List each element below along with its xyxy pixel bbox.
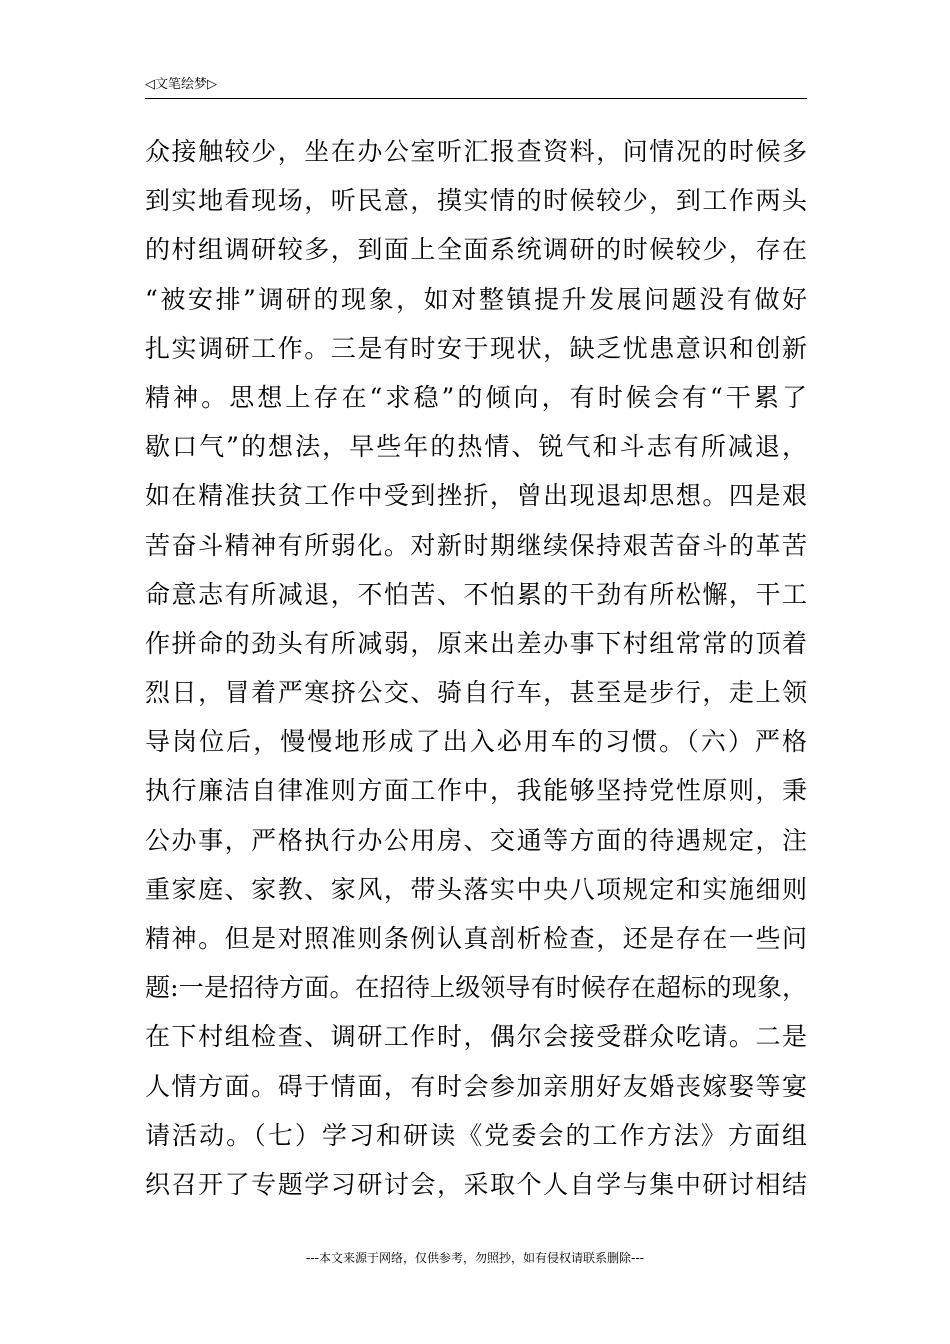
body-line: 扎实调研工作。三是有时安于现状，缺乏忧患意识和创新	[145, 333, 807, 363]
body-line: 人情方面。碍于情面，有时会参加亲朋好友婚丧嫁娶等宴	[145, 1071, 807, 1101]
body-line: 导岗位后，慢慢地形成了出入必用车的习惯。（六）严格	[145, 727, 807, 757]
page-header	[145, 76, 807, 99]
body-line: 织召开了专题学习研讨会，采取个人自学与集中研讨相结	[145, 1169, 807, 1199]
footer-disclaimer: ---本文来源于网络，仅供参考，勿照抄，如有侵权请联系删除---	[306, 1251, 644, 1265]
body-line: 重家庭、家教、家风，带头落实中央八项规定和实施细则	[145, 874, 807, 904]
body-line: 苦奋斗精神有所弱化。对新时期继续保持艰苦奋斗的革苦	[145, 530, 807, 560]
body-line: 公办事，严格执行办公用房、交通等方面的待遇规定，注	[145, 825, 807, 855]
body-line: 众接触较少，坐在办公室听汇报查资料，问情况的时候多	[145, 137, 807, 166]
body-line: 精神。思想上存在“求稳”的倾向，有时候会有“干累了	[145, 382, 807, 412]
body-line: 命意志有所减退，不怕苦、不怕累的干劲有所松懈，干工	[145, 579, 807, 609]
body-line: 在下村组检查、调研工作时，偶尔会接受群众吃请。二是	[145, 1022, 807, 1052]
body-line: 请活动。（七）学习和研读《党委会的工作方法》方面组	[145, 1120, 807, 1150]
body-line: 的村组调研较多，到面上全面系统调研的时候较少，存在	[145, 235, 807, 265]
body-line: 作拼命的劲头有所减弱，原来出差办事下村组常常的顶着	[145, 628, 807, 658]
body-line: 执行廉洁自律准则方面工作中，我能够坚持党性原则，秉	[145, 776, 807, 806]
body-line: 烈日，冒着严寒挤公交、骑自行车，甚至是步行，走上领	[145, 678, 807, 708]
body-line: 精神。但是对照准则条例认真剖析检查，还是存在一些问	[145, 924, 807, 953]
body-line: 歇口气”的想法，早些年的热情、锐气和斗志有所减退，	[145, 432, 807, 462]
body-line: 题:一是招待方面。在招待上级领导有时候存在超标的现象，	[145, 973, 807, 1003]
body-line: “被安排”调研的现象，如对整镇提升发展问题没有做好	[145, 284, 807, 314]
page-footer	[0, 1250, 950, 1266]
document-body	[145, 127, 807, 1209]
header-title: ◁文笔绘梦▷	[145, 77, 217, 92]
body-line: 如在精准扶贫工作中受到挫折，曾出现退却思想。四是艰	[145, 481, 807, 511]
body-line: 到实地看现场，听民意，摸实情的时候较少，到工作两头	[145, 186, 807, 216]
